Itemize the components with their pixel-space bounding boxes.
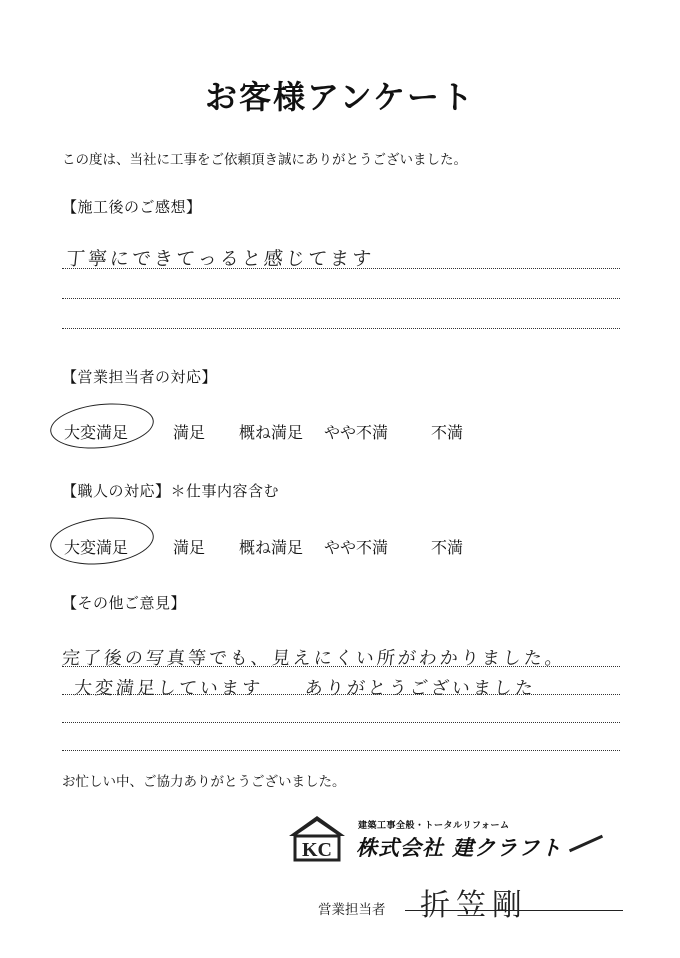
- answer-line: [62, 666, 620, 667]
- answer-line: [62, 722, 620, 723]
- option-dissatisfied: 不満: [431, 538, 464, 557]
- option-dissatisfied: 不満: [431, 423, 464, 442]
- rep-signature: 折笠剛: [420, 888, 528, 923]
- section-heading-other: 【その他ご意見】: [62, 594, 187, 612]
- handwritten-comment-line2: 大変満足しています ありがとうございました: [72, 678, 537, 699]
- section-heading-craftsmen: 【職人の対応】＊仕事内容含む: [62, 482, 280, 500]
- option-somewhat-dissatisfied: やや不満: [324, 423, 389, 442]
- answer-line: [62, 328, 620, 329]
- signature-line: [405, 910, 623, 911]
- handwritten-impression: 丁寧にできてっると感じてます: [64, 248, 376, 270]
- option-somewhat-dissatisfied: やや不満: [324, 538, 389, 557]
- company-name: 株式会社 建クラフト: [356, 836, 563, 860]
- intro-text: この度は、当社に工事をご依頼頂き誠にありがとうございました。: [62, 152, 467, 168]
- option-very-satisfied: 大変満足: [64, 423, 129, 442]
- answer-line: [62, 298, 620, 299]
- answer-line: [62, 750, 620, 751]
- answer-line: [62, 694, 620, 695]
- section-heading-impression: 【施工後のご感想】: [62, 198, 202, 216]
- option-satisfied: 満足: [173, 538, 206, 557]
- company-tagline: 建築工事全般・トータルリフォーム: [358, 821, 510, 831]
- section-heading-sales: 【営業担当者の対応】: [62, 368, 218, 386]
- company-name-swoosh: [569, 835, 603, 852]
- page-title: お客様アンケート: [204, 78, 476, 116]
- option-mostly-satisfied: 概ね満足: [239, 538, 304, 557]
- closing-text: お忙しい中、ご協力ありがとうございました。: [62, 774, 346, 790]
- house-logo-icon: [286, 812, 348, 862]
- option-mostly-satisfied: 概ね満足: [239, 423, 304, 442]
- handwritten-comment-line1: 完了後の写真等でも、見えにくい所がわかりました。: [60, 648, 567, 669]
- option-very-satisfied: 大変満足: [64, 538, 129, 557]
- rep-label: 営業担当者: [318, 902, 386, 918]
- answer-line: [62, 268, 620, 269]
- logo-letters: KC: [302, 839, 332, 861]
- option-satisfied: 満足: [173, 423, 206, 442]
